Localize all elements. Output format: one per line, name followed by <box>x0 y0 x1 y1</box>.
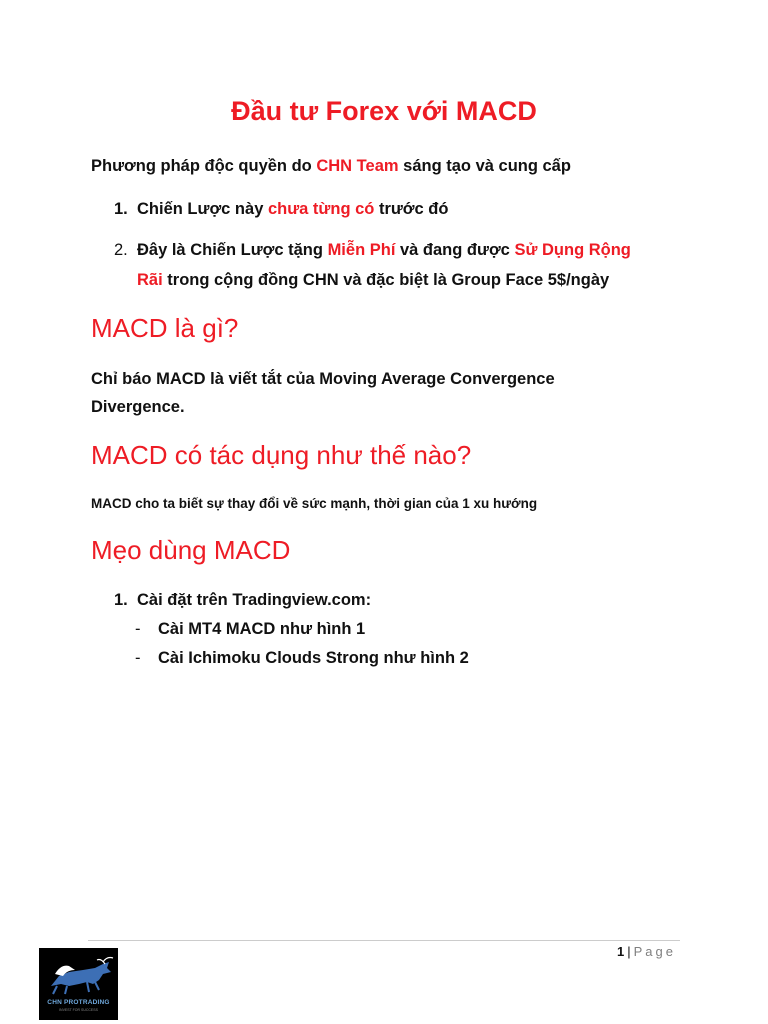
footer-divider <box>88 940 680 941</box>
heading-macd-usage: MACD có tác dụng như thế nào? <box>91 440 472 470</box>
page-separator: | <box>627 944 631 959</box>
list-item-1-highlight: chưa từng có <box>267 200 375 218</box>
list-item-1 <box>137 200 448 219</box>
what-body-line-1: Chỉ báo MACD là viết tắt của Moving Average Convergence <box>91 370 555 388</box>
list-number-2: 2. <box>114 241 128 259</box>
page-word: Page <box>633 944 676 959</box>
intro-highlight: CHN Team <box>316 157 399 175</box>
tips-sub-item-1: Cài MT4 MACD như hình 1 <box>158 620 366 638</box>
page-number <box>617 944 676 959</box>
list-item-2-line-1 <box>137 241 631 260</box>
usage-body: MACD cho ta biết sự thay đổi về sức mạnh, thời gian của 1 xu hướng <box>91 496 538 511</box>
list-item-2-highlight-free: Miễn Phí <box>327 241 396 259</box>
list-item-1-text: Chiến Lược này <box>137 200 268 218</box>
brand-logo <box>39 948 118 1020</box>
list-item-2-text-mid: và đang được <box>395 241 515 259</box>
tips-number-1: 1. <box>114 591 128 609</box>
intro-line <box>91 157 571 176</box>
tips-sub-item-2: Cài Ichimoku Clouds Strong như hình 2 <box>158 649 469 667</box>
heading-what-is-macd: MACD là gì? <box>91 313 239 343</box>
dash-bullet-2: - <box>135 649 141 667</box>
logo-subtext: INVEST FOR SUCCESS <box>59 1008 98 1012</box>
list-number-1: 1. <box>114 200 128 218</box>
what-body-line-2: Divergence. <box>91 398 185 416</box>
heading-macd-tips: Mẹo dùng MACD <box>91 535 291 565</box>
list-item-2-highlight-wide-end: Rãi <box>137 271 163 289</box>
list-item-2-highlight-wide: Sử Dụng Rộng <box>514 241 631 259</box>
list-item-1-text-end: trước đó <box>374 200 449 218</box>
bull-logo-icon <box>39 948 118 998</box>
logo-text: CHN PROTRADING <box>47 999 110 1006</box>
list-item-2-text: Đây là Chiến Lược tặng <box>137 241 328 259</box>
dash-bullet-1: - <box>135 620 141 638</box>
doc-title: Đầu tư Forex với MACD <box>231 96 537 126</box>
list-item-2-text-end: trong cộng đồng CHN và đặc biệt là Group Face 5$/ngày <box>162 271 610 289</box>
tips-item-1: Cài đặt trên Tradingview.com: <box>137 591 372 609</box>
intro-text-end: sáng tạo và cung cấp <box>398 157 571 175</box>
intro-text: Phương pháp độc quyền do <box>91 157 317 175</box>
list-item-2-line-2 <box>137 271 609 290</box>
page-number-value: 1 <box>617 944 625 959</box>
